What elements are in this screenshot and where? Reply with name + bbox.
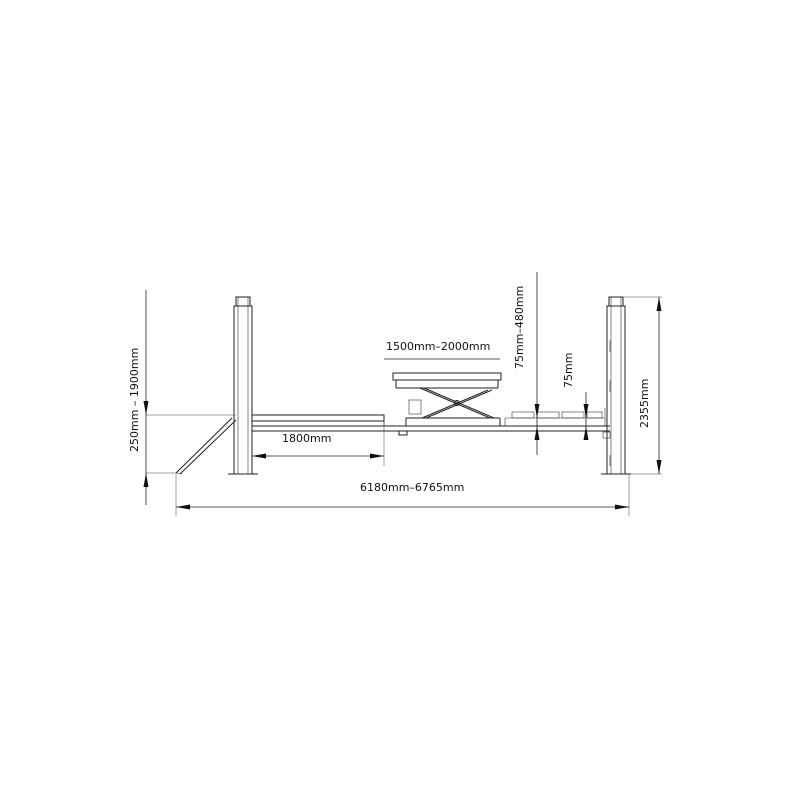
dimension-platform-thickness (562, 353, 589, 440)
right-column (601, 297, 631, 474)
dimension-jack-lift (513, 272, 540, 455)
dimension-column-height (624, 297, 662, 474)
dimension-ramp-length (252, 421, 384, 466)
jack-lift-label: 75mm–480mm (513, 285, 526, 369)
dimension-jack-width (384, 340, 500, 359)
lift-height-label: 250mm – 1900mm (128, 347, 141, 452)
jack-width-label: 1500mm–2000mm (386, 340, 491, 353)
overall-length-label: 6180mm–6765mm (360, 481, 465, 494)
column-height-label: 2355mm (638, 378, 651, 428)
approach-ramp (176, 418, 236, 474)
platform-thickness-label: 75mm (562, 352, 575, 388)
left-column (228, 297, 258, 474)
ramp-length-label: 1800mm (282, 432, 332, 445)
dimension-overall-length (176, 474, 629, 516)
scissor-jack (393, 373, 501, 426)
